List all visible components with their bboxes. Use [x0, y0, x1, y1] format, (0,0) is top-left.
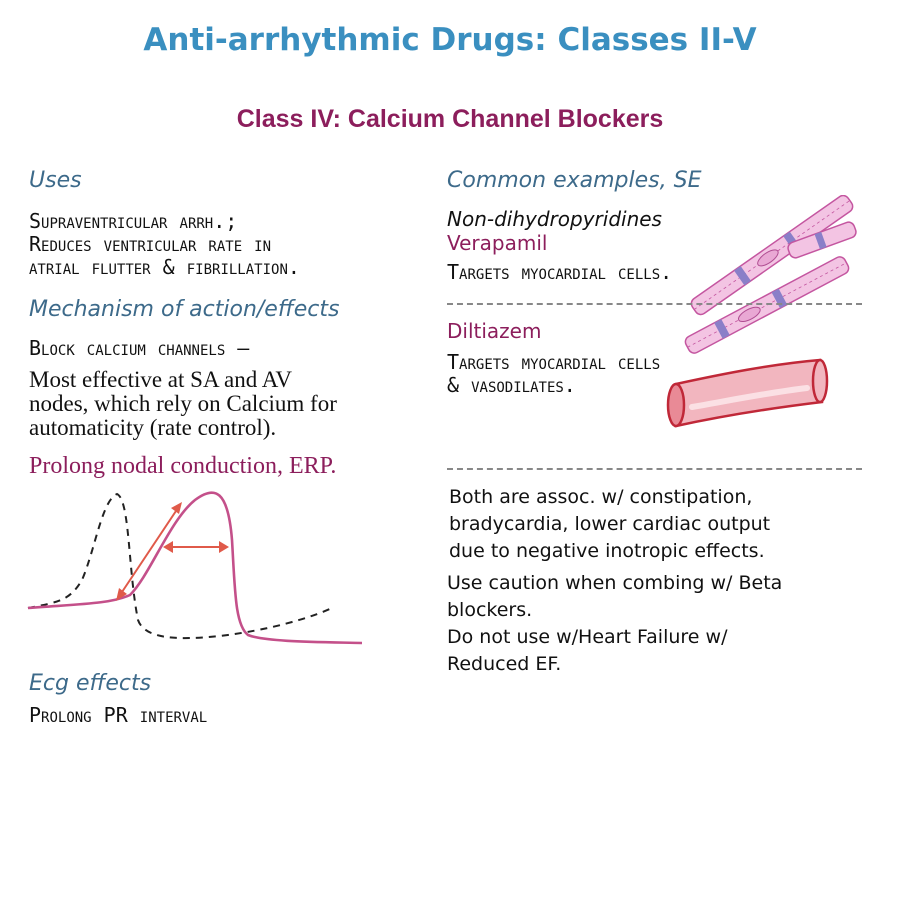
drug-diltiazem: Diltiazem	[447, 319, 542, 343]
mechanism-accent: Prolong nodal conduction, ERP.	[29, 453, 337, 479]
caution-paragraph	[447, 570, 782, 678]
caution-line: blockers.	[447, 599, 533, 621]
uses-text	[29, 210, 300, 279]
myocardial-cells-illustration	[672, 195, 867, 355]
mechanism-body	[29, 368, 337, 440]
caution-line: Reduced EF.	[447, 653, 562, 675]
arrowhead	[219, 541, 229, 553]
caution-line: Do not use w/Heart Failure w/	[447, 626, 728, 648]
mechanism-heading: Mechanism of action/effects	[29, 297, 340, 322]
side-effects-line: bradycardia, lower cardiac output	[449, 513, 771, 535]
ecg-text: Prolong PR interval	[29, 703, 208, 727]
mechanism-line: automaticity (rate control).	[29, 415, 277, 440]
subclass-label: Non-dihydropyridines	[447, 207, 662, 231]
diltiazem-line: Targets myocardial cells	[447, 350, 661, 374]
side-effects-paragraph	[449, 484, 770, 565]
mechanism-line: nodes, which rely on Calcium for	[29, 391, 337, 416]
examples-heading: Common examples, SE	[447, 168, 702, 193]
divider	[447, 468, 862, 470]
diltiazem-line: & vasodilates.	[447, 373, 576, 397]
section-subtitle: Class IV: Calcium Channel Blockers	[236, 105, 664, 133]
mechanism-line: Most effective at SA and AV	[29, 367, 292, 392]
uses-line: atrial flutter & fibrillation.	[29, 255, 300, 279]
arrowhead	[171, 502, 182, 514]
divider	[447, 303, 862, 305]
uses-heading: Uses	[29, 168, 82, 193]
action-potential-graph	[20, 480, 370, 650]
diltiazem-text	[447, 351, 660, 397]
ecg-heading: Ecg effects	[29, 671, 152, 696]
verapamil-text: Targets myocardial cells.	[447, 260, 673, 284]
drug-verapamil: Verapamil	[447, 231, 548, 255]
page-title: Anti-arrhythmic Drugs: Classes II-V	[143, 22, 757, 58]
caution-line: Use caution when combing w/ Beta	[447, 572, 783, 594]
uses-line: Reduces ventricular rate in	[29, 232, 272, 256]
side-effects-line: due to negative inotropic effects.	[449, 540, 765, 562]
mechanism-lead: Block calcium channels —	[29, 336, 250, 360]
prolonged-action-potential-curve	[28, 493, 362, 643]
side-effects-line: Both are assoc. w/ constipation,	[449, 486, 753, 508]
uses-line: Supraventricular arrh.;	[29, 209, 238, 233]
blood-vessel-illustration	[662, 352, 832, 430]
diagonal-double-arrow	[120, 508, 178, 595]
